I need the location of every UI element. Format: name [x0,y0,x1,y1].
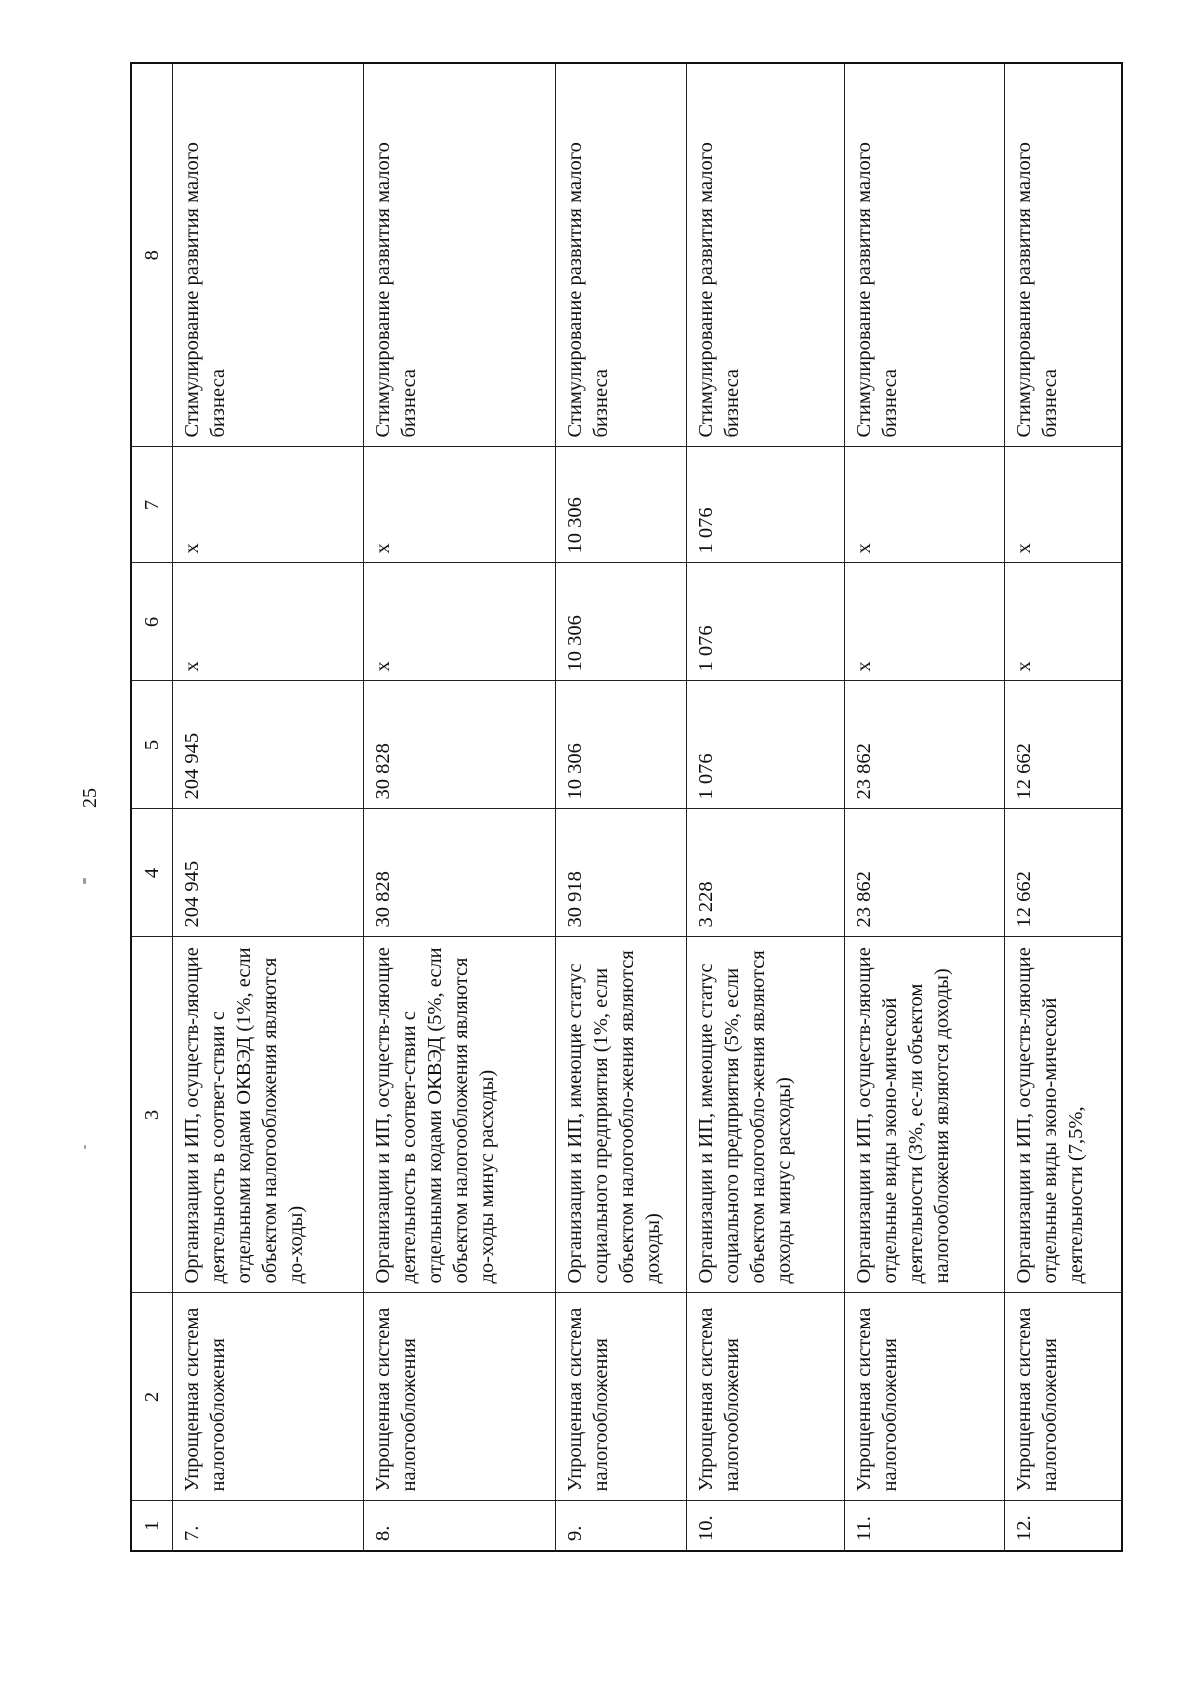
tax-system-cell: Упрощенная система налогообложения [844,1293,1005,1501]
header-cell: 8 [131,63,173,447]
value-cell-col4: 23 862 [844,809,1005,937]
value-cell-col4: 204 945 [173,809,364,937]
value-cell-col7: x [844,447,1005,563]
value-cell-col5: 1 076 [686,681,844,809]
value-cell-col7: x [1005,447,1122,563]
value-cell-col4: 12 662 [1005,809,1122,937]
row-number-cell: 10. [686,1501,844,1551]
value-cell-col7: 1 076 [686,447,844,563]
row-number-cell: 9. [555,1501,686,1551]
value-cell-col7: x [364,447,555,563]
value-cell-col5: 204 945 [173,681,364,809]
scan-speck [83,878,86,884]
value-cell-col4: 30 828 [364,809,555,937]
value-cell-col6: 1 076 [686,563,844,681]
description-cell: Организации и ИП, осуществ-ляющие отдельные виды эконо-мической деятельности (7,5%, [1005,937,1122,1293]
table-row [686,63,844,1551]
value-cell-col4: 30 918 [555,809,686,937]
table-row [555,63,686,1551]
header-cell: 6 [131,563,173,681]
value-cell-col6: 10 306 [555,563,686,681]
row-number-cell: 11. [844,1501,1005,1551]
value-cell-col6: x [844,563,1005,681]
value-cell-col5: 10 306 [555,681,686,809]
description-cell: Организации и ИП, имеющие статус социального предприятия (5%, если объектом налогообло-жения являются доходы минус расходы) [686,937,844,1293]
value-cell-col7: x [173,447,364,563]
description-cell: Организации и ИП, осуществ-ляющие деятельность в соответ-ствии с отдельными кодами ОКВЭД (5%, если объектом налогообложения являются до-ходы минус расходы) [364,937,555,1293]
header-cell: 4 [131,809,173,937]
tax-system-cell: Упрощенная система налогообложения [1005,1293,1122,1501]
document-table-container [130,64,1123,1552]
table-row [1005,63,1122,1551]
tax-system-cell: Упрощенная система налогообложения [555,1293,686,1501]
value-cell-col5: 23 862 [844,681,1005,809]
value-cell-col5: 12 662 [1005,681,1122,809]
header-cell: 5 [131,681,173,809]
table-row [364,63,555,1551]
value-cell-col7: 10 306 [555,447,686,563]
purpose-cell: Стимулирование развития малого бизнеса [555,63,686,447]
value-cell-col6: x [173,563,364,681]
table-row [844,63,1005,1551]
purpose-cell: Стимулирование развития малого бизнеса [844,63,1005,447]
header-cell: 2 [131,1293,173,1501]
header-cell: 1 [131,1501,173,1551]
header-cell: 7 [131,447,173,563]
scan-speck [84,1145,86,1149]
description-cell: Организации и ИП, осуществ-ляющие отдельные виды эконо-мической деятельности (3%, ес-ли объектом налогообложения являются доходы) [844,937,1005,1293]
tax-benefits-table [130,62,1123,1552]
purpose-cell: Стимулирование развития малого бизнеса [173,63,364,447]
table-row [173,63,364,1551]
value-cell-col6: x [364,563,555,681]
purpose-cell: Стимулирование развития малого бизнеса [1005,63,1122,447]
page-number: 25 [79,788,101,808]
value-cell-col6: x [1005,563,1122,681]
table-header-row [131,63,173,1551]
tax-system-cell: Упрощенная система налогообложения [686,1293,844,1501]
row-number-cell: 12. [1005,1501,1122,1551]
tax-system-cell: Упрощенная система налогообложения [173,1293,364,1501]
row-number-cell: 7. [173,1501,364,1551]
value-cell-col4: 3 228 [686,809,844,937]
purpose-cell: Стимулирование развития малого бизнеса [364,63,555,447]
tax-system-cell: Упрощенная система налогообложения [364,1293,555,1501]
description-cell: Организации и ИП, имеющие статус социального предприятия (1%, если объектом налогообло-жения являются доходы) [555,937,686,1293]
description-cell: Организации и ИП, осуществ-ляющие деятельность в соответ-ствии с отдельными кодами ОКВЭД (1%, если объектом налогообложения являются до-ходы) [173,937,364,1293]
row-number-cell: 8. [364,1501,555,1551]
purpose-cell: Стимулирование развития малого бизнеса [686,63,844,447]
header-cell: 3 [131,937,173,1293]
value-cell-col5: 30 828 [364,681,555,809]
